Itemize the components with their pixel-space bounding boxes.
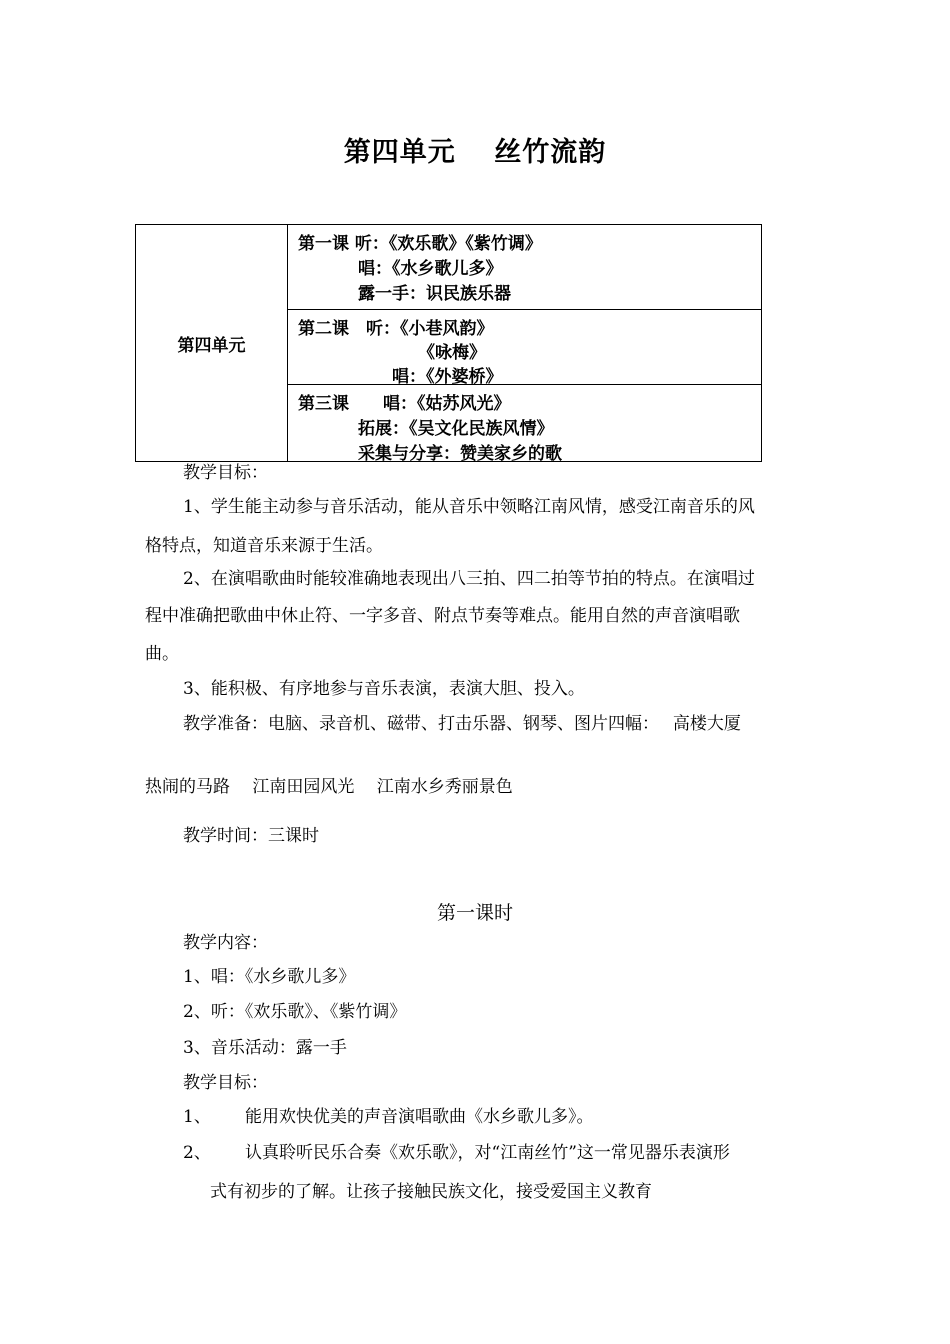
lesson-1-content-3: 3、音乐活动：露一手	[183, 1038, 347, 1058]
lesson-1-content-heading: 教学内容：	[183, 933, 268, 953]
lesson-cell-2	[288, 310, 761, 387]
lesson-1-line-1: 第一课 听：《欢乐歌》《紫竹调》	[298, 234, 542, 254]
lesson-1-goal-2-text: 认真聆听民乐合奏《欢乐歌》，对“江南丝竹”这一常见器乐表演形	[245, 1143, 730, 1163]
goals-heading: 教学目标：	[183, 463, 268, 483]
lesson-1-goal-1-number: 1、	[183, 1107, 211, 1127]
unit-label: 第四单元	[136, 225, 288, 462]
lesson-1-content-2: 2、听：《欢乐歌》、《紫竹调》	[183, 1002, 407, 1022]
lesson-1-goal-2-continued: 式有初步的了解。让孩子接触民族文化，接受爱国主义教育	[210, 1182, 652, 1202]
lesson-3-line-1: 第三课 唱：《姑苏风光》	[298, 394, 511, 414]
lesson-1-content-1: 1、唱：《水乡歌儿多》	[183, 967, 356, 987]
lesson-cell-1	[288, 225, 761, 309]
prep-line-2: 热闹的马路 江南田园风光 江南水乡秀丽景色	[145, 777, 513, 797]
lesson-2-line-3: 唱：《外婆桥》	[392, 367, 503, 387]
lesson-1-goal-1-text: 能用欢快优美的声音演唱歌曲《水乡歌儿多》。	[245, 1107, 594, 1127]
lesson-1-heading: 第一课时	[436, 902, 513, 924]
lesson-2-line-1: 第二课 听：《小巷风韵》	[298, 319, 494, 339]
lesson-2-line-2: 《咏梅》	[418, 343, 486, 363]
goal-2-line-3: 曲。	[145, 644, 179, 664]
goal-2-line-1: 2、在演唱歌曲时能较准确地表现出八三拍、四二拍等节拍的特点。在演唱过	[183, 569, 755, 589]
lesson-cell-3	[288, 385, 761, 464]
lesson-1-goals-heading: 教学目标：	[183, 1073, 268, 1093]
unit-table	[135, 224, 762, 462]
lesson-3-line-2: 拓展：《吴文化民族风情》	[358, 419, 554, 439]
lesson-1-line-3: 露一手：识民族乐器	[358, 284, 511, 304]
lesson-3-line-3: 采集与分享：赞美家乡的歌	[358, 444, 562, 464]
goal-1-line-2: 格特点，知道音乐来源于生活。	[145, 536, 383, 556]
page-title: 第四单元 丝竹流韵	[343, 137, 607, 168]
goal-3: 3、能积极、有序地参与音乐表演，表演大胆、投入。	[183, 679, 585, 699]
prep-line-1: 教学准备：电脑、录音机、磁带、打击乐器、钢琴、图片四幅： 高楼大厦	[183, 714, 741, 734]
goal-1-line-1: 1、学生能主动参与音乐活动，能从音乐中领略江南风情，感受江南音乐的风	[183, 497, 755, 517]
teaching-time: 教学时间：三课时	[183, 826, 319, 846]
lesson-1-goal-2-number: 2、	[183, 1143, 211, 1163]
lesson-1-line-2: 唱：《水乡歌儿多》	[358, 259, 503, 279]
goal-2-line-2: 程中准确把歌曲中休止符、一字多音、附点节奏等难点。能用自然的声音演唱歌	[145, 606, 740, 626]
